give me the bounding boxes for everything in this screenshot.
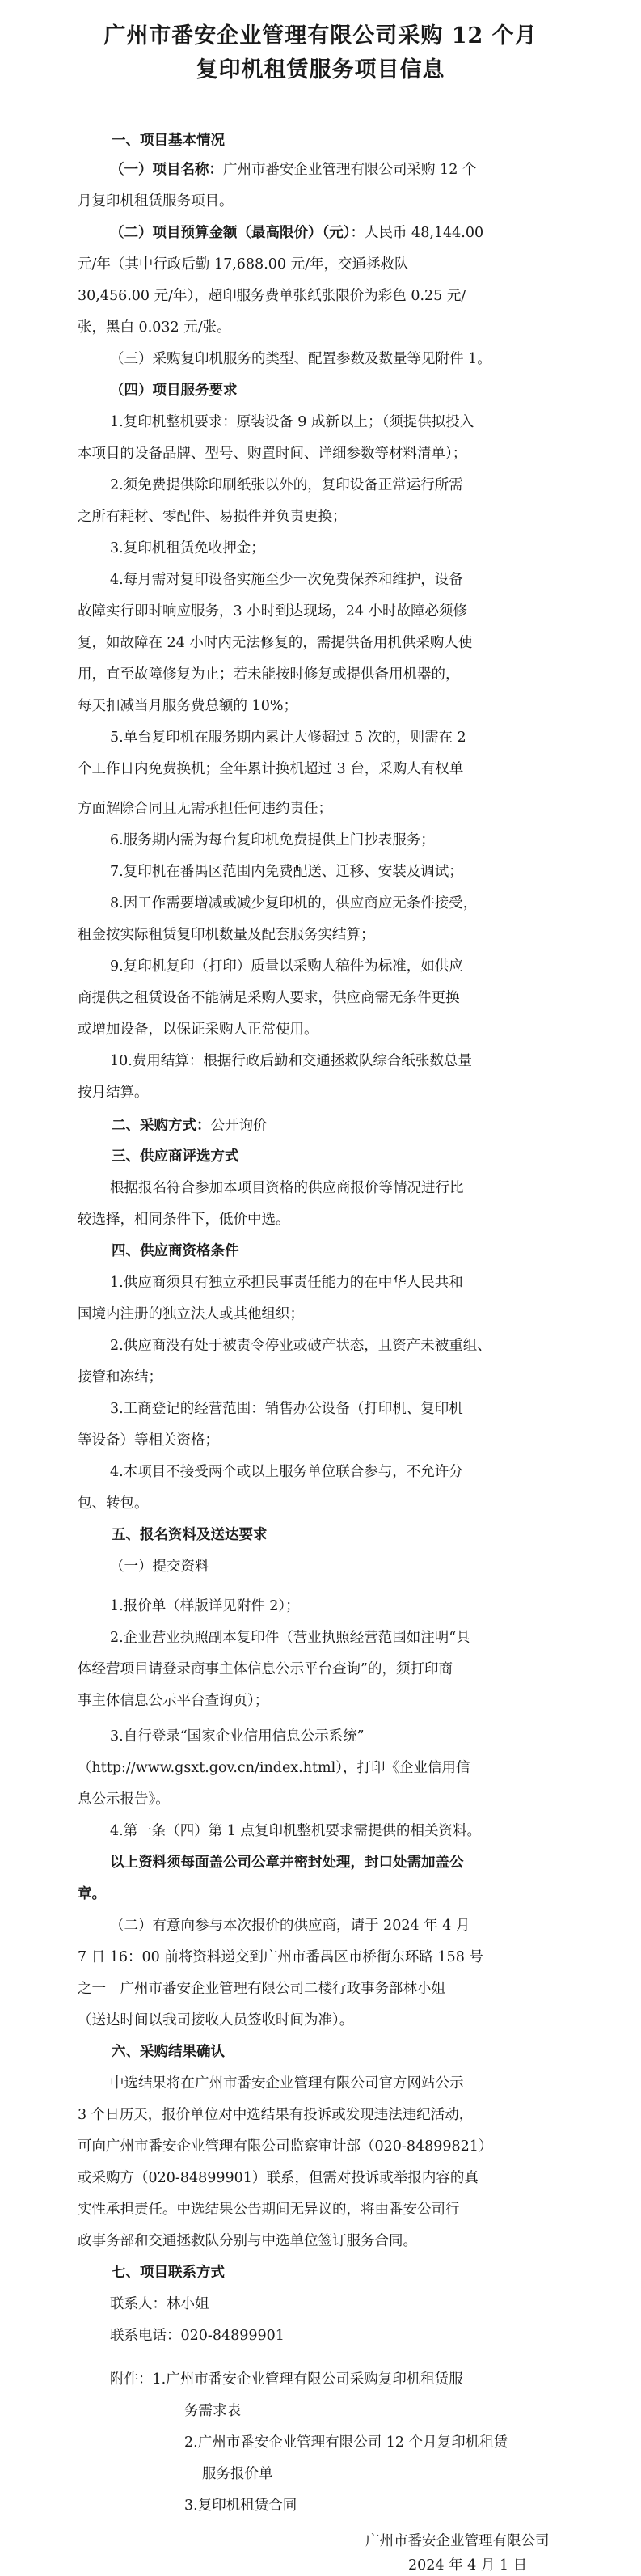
subsection-heading: （一）提交资料 — [110, 1559, 209, 1575]
procurement-method-label: 二、采购方式： — [112, 1118, 211, 1134]
paragraph-line: 按月结算。 — [78, 1085, 149, 1101]
paragraph-line: 故障实行即时响应服务，3 小时到达现场，24 小时故障必须修 — [78, 603, 468, 620]
section-heading: 三、供应商评选方式 — [112, 1148, 239, 1165]
paragraph-line: 4.本项目不接受两个或以上服务单位联合参与，不允许分 — [110, 1464, 463, 1480]
paragraph-line: 政事务部和交通拯救队分别与中选单位签订服务合同。 — [78, 2233, 417, 2249]
paragraph-line: 实性承担责任。中选结果公告期间无异议的，将由番安公司行 — [78, 2202, 460, 2218]
paragraph-line: 7.复印机在番禺区范围内免费配送、迁移、安装及调试； — [110, 864, 463, 880]
procurement-method-line — [112, 1116, 268, 1136]
attachment-line: 服务报价单 — [202, 2466, 273, 2482]
paragraph-line: 根据报名符合参加本项目资格的供应商报价等情况进行比 — [110, 1180, 464, 1196]
section-heading: 一、项目基本情况 — [112, 133, 225, 149]
paragraph-line: 事主体信息公示平台查询页）； — [78, 1693, 269, 1709]
paragraph-line: 本项目的设备品牌、型号、购置时间、详细参数等材料清单）； — [78, 446, 467, 462]
doc-title-line2: 复印机租赁服务项目信息 — [196, 57, 445, 82]
paragraph-line: 较选择，相同条件下，低价中选。 — [78, 1212, 290, 1228]
paragraph-line: 个工作日内免费换机；全年累计换机超过 3 台，采购人有权单 — [78, 761, 464, 777]
section-heading: 七、项目联系方式 — [112, 2265, 225, 2281]
contact-person: 联系人：林小姐 — [110, 2296, 209, 2312]
paragraph-line: 9.复印机复印（打印）质量以采购人稿件为标准，如供应 — [110, 958, 463, 975]
procurement-method-value: 公开询价 — [210, 1118, 268, 1134]
paragraph-line: 或采购方（020-84899901）联系，但需对投诉或举报内容的真 — [78, 2170, 479, 2186]
paragraph-line: 1.报价单（样版详见附件 2）； — [110, 1598, 300, 1614]
paragraph-line: 30,456.00 元/年），超印服务费单张纸张限价为彩色 0.25 元/ — [78, 288, 466, 304]
paragraph-line: 1.供应商须具有独立承担民事责任能力的在中华人民共和 — [110, 1275, 463, 1291]
section-heading: 六、采购结果确认 — [112, 2044, 225, 2060]
attachment-line: 务需求表 — [184, 2403, 241, 2419]
paragraph-line: 可向广州市番安企业管理有限公司监察审计部（020-84899821） — [78, 2138, 493, 2155]
budget-line — [110, 223, 483, 243]
paragraph-line: 元/年（其中行政后勤 17,688.00 元/年，交通拯救队 — [78, 256, 409, 273]
paragraph-line: 等设备）等相关资格； — [78, 1432, 219, 1449]
paragraph-line: 2.供应商没有处于被责令停业或破产状态，且资产未被重组、 — [110, 1338, 491, 1354]
signature-date: 2024 年 4 月 1 日 — [408, 2557, 528, 2574]
paragraph-line: 10.费用结算：根据行政后勤和交通拯救队综合纸张数总量 — [110, 1053, 472, 1069]
paragraph-line: 3.复印机租赁免收押金； — [110, 540, 265, 556]
paragraph-line: （http://www.gsxt.gov.cn/index.html），打印《企业信用信 — [78, 1760, 470, 1776]
paragraph-line: 张，黑白 0.032 元/张。 — [78, 319, 231, 336]
paragraph-line: 8.因工作需要增减或减少复印机的，供应商应无条件接受， — [110, 895, 478, 912]
paragraph-line: 3.自行登录“国家企业信用信息公示系统” — [110, 1728, 365, 1745]
attachment-line: 附件：1.广州市番安企业管理有限公司采购复印机租赁服 — [110, 2371, 463, 2388]
paragraph-line: 4.每月需对复印设备实施至少一次免费保养和维护，设备 — [110, 572, 463, 588]
doc-title-line1: 广州市番安企业管理有限公司采购 12 个月 — [103, 23, 538, 49]
paragraph-line: 5.单台复印机在服务期内累计大修超过 5 次的，则需在 2 — [110, 730, 466, 746]
project-name-line — [110, 160, 476, 180]
budget-value: ：人民币 48,144.00 — [350, 225, 484, 241]
paragraph-line: 月复印机租赁服务项目。 — [78, 193, 234, 209]
project-name-value: 广州市番安企业管理有限公司采购 12 个 — [223, 162, 477, 178]
paragraph-line: 中选结果将在广州市番安企业管理有限公司官方网站公示 — [110, 2075, 464, 2092]
paragraph-line: 国境内注册的独立法人或其他组织； — [78, 1306, 304, 1322]
paragraph-line: 商提供之租赁设备不能满足采购人要求，供应商需无条件更换 — [78, 990, 460, 1006]
section-heading: 五、报名资料及送达要求 — [112, 1527, 268, 1543]
project-name-label: （一）项目名称： — [110, 162, 223, 178]
paragraph-line: 之一 广州市番安企业管理有限公司二楼行政事务部林小姐 — [78, 1981, 445, 1997]
paragraph-line: 用，直至故障修复为止；若未能按时修复或提供备用机器的， — [78, 666, 460, 683]
seal-requirement: 以上资料须每面盖公司公章并密封处理，封口处需加盖公 — [110, 1855, 464, 1871]
paragraph-line: （二）有意向参与本次报价的供应商，请于 2024 年 4 月 — [110, 1918, 470, 1934]
paragraph-line: 体经营项目请登录商事主体信息公示平台查询”的，须打印商 — [78, 1661, 453, 1677]
paragraph-line: （三）采购复印机服务的类型、配置参数及数量等见附件 1。 — [110, 351, 491, 367]
paragraph-line: 3.工商登记的经营范围：销售办公设备（打印机、复印机 — [110, 1401, 463, 1417]
paragraph-line: 之所有耗材、零配件、易损件并负责更换； — [78, 509, 347, 525]
paragraph-line: 或增加设备，以保证采购人正常使用。 — [78, 1022, 318, 1038]
attachment-line: 3.复印机租赁合同 — [184, 2498, 297, 2514]
paragraph-line: 租金按实际租赁复印机数量及配套服务实结算； — [78, 927, 375, 943]
paragraph-line: （送达时间以我司接收人员签收时间为准）。 — [78, 2012, 354, 2028]
contact-phone: 联系电话：020-84899901 — [110, 2328, 285, 2344]
paragraph-line: 方面解除合同且无需承担任何违约责任； — [78, 801, 332, 817]
signature-company: 广州市番安企业管理有限公司 — [365, 2533, 550, 2549]
section-heading: 四、供应商资格条件 — [112, 1243, 239, 1259]
paragraph-line: 2.企业营业执照副本复印件（营业执照经营范围如注明“具 — [110, 1630, 470, 1646]
paragraph-line: 息公示报告》。 — [78, 1791, 170, 1808]
paragraph-line: 1.复印机整机要求：原装设备 9 成新以上；（须提供拟投入 — [110, 414, 474, 430]
paragraph-line: 2.须免费提供除印刷纸张以外的，复印设备正常运行所需 — [110, 477, 463, 493]
paragraph-line: 复，如故障在 24 小时内无法修复的，需提供备用机供采购人使 — [78, 635, 473, 651]
budget-label: （二）项目预算金额（最高限价）（元） — [110, 225, 351, 241]
paragraph-line: 包、转包。 — [78, 1495, 149, 1512]
subsection-heading: （四）项目服务要求 — [110, 383, 238, 399]
paragraph-line: 接管和冻结； — [78, 1369, 162, 1385]
paragraph-line: 每天扣减当月服务费总额的 10%； — [78, 698, 297, 714]
attachment-line: 2.广州市番安企业管理有限公司 12 个月复印机租赁 — [184, 2434, 508, 2451]
paragraph-line: 6.服务期内需为每台复印机免费提供上门抄表服务； — [110, 832, 435, 848]
paragraph-line: 3 个日历天，报价单位对中选结果有投诉或发现违法违纪活动， — [78, 2107, 474, 2123]
seal-requirement: 章。 — [78, 1886, 106, 1902]
paragraph-line: 7 日 16：00 前将资料递交到广州市番禺区市桥街东环路 158 号 — [78, 1949, 483, 1965]
paragraph-line: 4.第一条（四）第 1 点复印机整机要求需提供的相关资料。 — [110, 1823, 481, 1839]
